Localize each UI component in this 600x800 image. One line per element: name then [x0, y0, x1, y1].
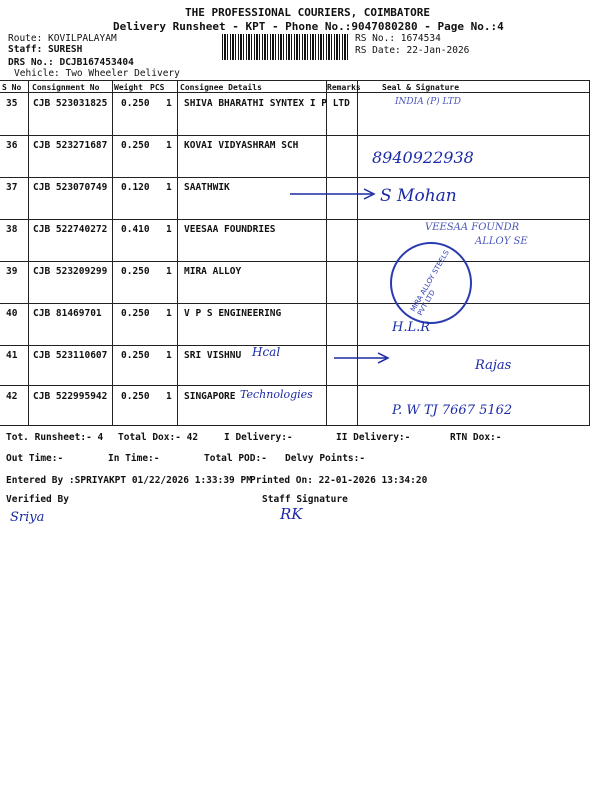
in-time: In Time:- — [108, 453, 160, 464]
cell-consignment: CJB 522995942 — [33, 391, 108, 402]
cell-pcs: 1 — [166, 182, 172, 193]
row-divider — [0, 219, 590, 220]
cell-consignee: SRI VISHNU — [184, 350, 242, 361]
handwritten-initials: H.L.R — [392, 320, 431, 335]
column-divider — [589, 80, 590, 425]
cell-weight: 0.250 — [121, 391, 150, 402]
cell-pcs: 1 — [166, 308, 172, 319]
seal-text: VEESAA FOUNDR — [425, 222, 520, 233]
arrow-icon — [290, 188, 380, 200]
cell-consignee: VEESAA FOUNDRIES — [184, 224, 276, 235]
handwritten-signature: P. W TJ 7667 5162 — [392, 403, 513, 418]
cell-pcs: 1 — [166, 350, 172, 361]
cell-sno: 39 — [6, 266, 18, 277]
cell-consignee: KOVAI VIDYASHRAM SCH — [184, 140, 299, 151]
handwritten-phone: 8940922938 — [372, 148, 474, 167]
seal-text: INDIA (P) LTD — [395, 97, 461, 107]
cell-sno: 36 — [6, 140, 18, 151]
staff-signature-label: Staff Signature — [262, 494, 348, 505]
verified-by-label: Verified By — [6, 494, 69, 505]
rs-date: RS Date: 22-Jan-2026 — [355, 45, 470, 56]
col-header-remarks: Remarks — [327, 83, 361, 92]
verified-signature: Sriya — [10, 510, 45, 525]
cell-weight: 0.250 — [121, 98, 150, 109]
rtn-dox: RTN Dox:- — [450, 432, 502, 443]
cell-consignee: MIRA ALLOY — [184, 266, 242, 277]
column-divider — [177, 80, 178, 425]
cell-pcs: 1 — [166, 391, 172, 402]
route-label: Route: KOVILPALAYAM — [8, 33, 117, 44]
row-divider — [0, 261, 590, 262]
column-divider — [28, 80, 29, 425]
table-border-top — [0, 80, 590, 81]
cell-consignment: CJB 523110607 — [33, 350, 108, 361]
cell-sno: 40 — [6, 308, 18, 319]
cell-consignee: SAATHWIK — [184, 182, 230, 193]
cell-consignment: CJB 523271687 — [33, 140, 108, 151]
cell-pcs: 1 — [166, 98, 172, 109]
table-header-divider — [0, 92, 590, 93]
cell-consignment: CJB 522740272 — [33, 224, 108, 235]
handwritten-note: Hcal — [252, 345, 281, 359]
total-pod: Total POD:- — [204, 453, 267, 464]
vehicle-label: Vehicle: Two Wheeler Delivery — [14, 68, 180, 79]
col-header-consignment: Consignment No — [32, 83, 100, 92]
column-divider — [357, 80, 358, 425]
row-divider — [0, 385, 590, 386]
cell-sno: 35 — [6, 98, 18, 109]
cell-pcs: 1 — [166, 140, 172, 151]
cell-weight: 0.250 — [121, 350, 150, 361]
printed-on: Printed On: 22-01-2026 13:34:20 — [250, 475, 428, 486]
cell-weight: 0.250 — [121, 140, 150, 151]
document-title: THE PROFESSIONAL COURIERS, COIMBATORE — [185, 6, 431, 19]
cell-pcs: 1 — [166, 266, 172, 277]
cell-consignee: SINGAPORE — [184, 391, 236, 402]
staff-label: Staff: SURESH — [8, 44, 83, 55]
barcode — [222, 34, 350, 60]
handwritten-note: Technologies — [240, 388, 313, 401]
cell-sno: 41 — [6, 350, 18, 361]
total-dox: Total Dox:- 42 — [118, 432, 199, 443]
handwritten-signature: S Mohan — [380, 186, 457, 206]
i-delivery: I Delivery:- — [224, 432, 293, 443]
document-subtitle: Delivery Runsheet - KPT - Phone No.:9047080280 - Page No.:4 — [113, 20, 504, 33]
cell-weight: 0.120 — [121, 182, 150, 193]
tot-runsheet: Tot. Runsheet:- 4 — [6, 432, 104, 443]
cell-consignee: V P S ENGINEERING — [184, 308, 282, 319]
row-divider — [0, 177, 590, 178]
seal-text: ALLOY SE — [475, 236, 528, 247]
column-divider — [112, 80, 113, 425]
entered-by: Entered By :SPRIYAKPT 01/22/2026 1:33:39 PM — [6, 475, 252, 486]
cell-weight: 0.250 — [121, 308, 150, 319]
handwritten-signature: Rajas — [475, 358, 512, 373]
col-header-consignee: Consignee Details — [180, 83, 262, 92]
cell-sno: 38 — [6, 224, 18, 235]
cell-weight: 0.250 — [121, 266, 150, 277]
cell-consignment: CJB 523209299 — [33, 266, 108, 277]
col-header-pcs: PCS — [150, 83, 165, 92]
col-header-weight: Weight — [114, 83, 143, 92]
delvy-points: Delvy Points:- — [285, 453, 366, 464]
arrow-icon — [334, 352, 394, 364]
column-divider — [326, 80, 327, 425]
row-divider — [0, 135, 590, 136]
cell-consignment: CJB 523031825 — [33, 98, 108, 109]
rs-number: RS No.: 1674534 — [355, 33, 441, 44]
cell-sno: 42 — [6, 391, 18, 402]
cell-sno: 37 — [6, 182, 18, 193]
row-divider — [0, 345, 590, 346]
drs-number: DRS No.: DCJB167453404 — [8, 57, 134, 68]
ii-delivery: II Delivery:- — [336, 432, 411, 443]
row-divider — [0, 303, 590, 304]
cell-pcs: 1 — [166, 224, 172, 235]
table-border-bottom — [0, 425, 590, 426]
col-header-sno: S No — [2, 83, 22, 92]
col-header-seal: Seal & Signature — [382, 83, 460, 92]
cell-consignee: SHIVA BHARATHI SYNTEX I P LTD — [184, 98, 350, 109]
out-time: Out Time:- — [6, 453, 64, 464]
cell-consignment: CJB 81469701 — [33, 308, 102, 319]
cell-consignment: CJB 523070749 — [33, 182, 108, 193]
cell-weight: 0.410 — [121, 224, 150, 235]
company-stamp: MIRA ALLOY STEELS PVT LTD — [390, 242, 472, 324]
staff-signature: RK — [280, 505, 303, 523]
